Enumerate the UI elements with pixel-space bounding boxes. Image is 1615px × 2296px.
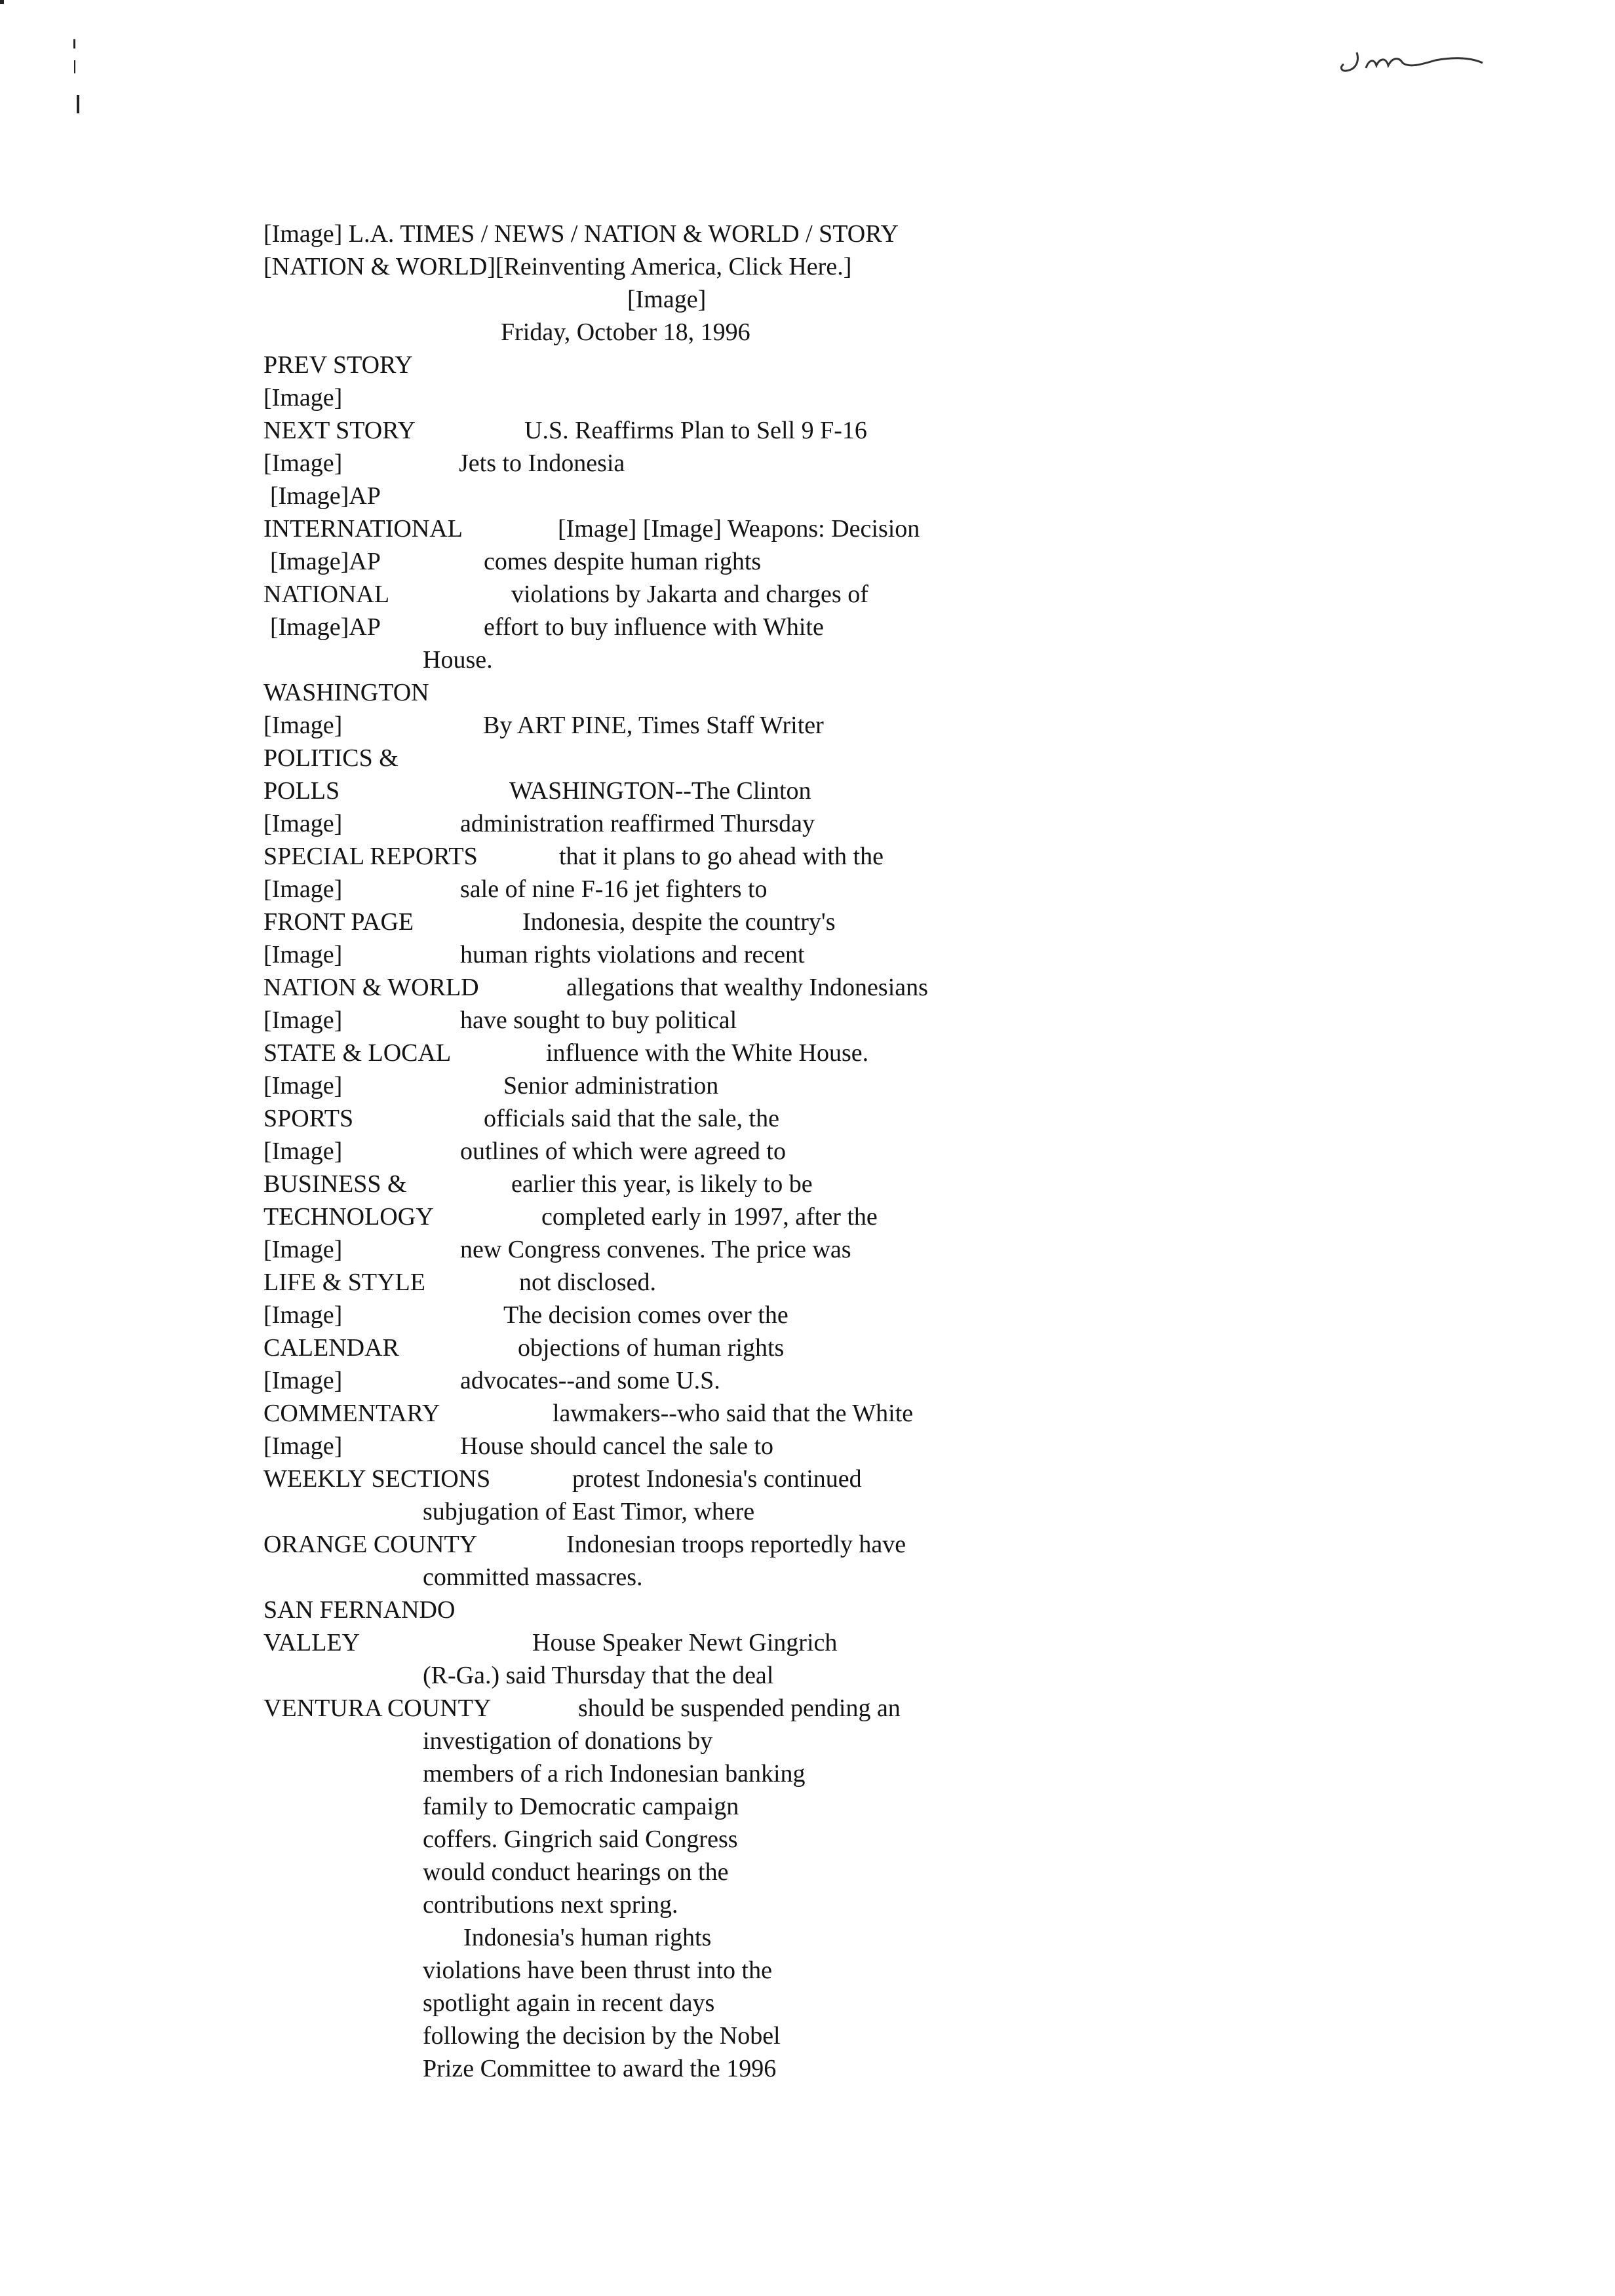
article-text: subjugation of East Timor, where <box>423 1498 755 1525</box>
article-text: contributions next spring. <box>423 1891 678 1919</box>
article-text: House should cancel the sale to <box>460 1432 774 1460</box>
nav-san-fernando-valley[interactable]: SAN FERNANDO <box>263 1596 456 1624</box>
article-text: sale of nine F-16 jet fighters to <box>460 875 768 903</box>
nav-ventura-county[interactable]: VENTURA COUNTY <box>263 1694 492 1722</box>
scan-mark <box>74 60 75 73</box>
nav-business-technology[interactable]: BUSINESS & <box>263 1170 407 1198</box>
nav-weekly-sections[interactable]: WEEKLY SECTIONS <box>263 1465 491 1493</box>
article-text: should be suspended pending an <box>578 1694 901 1722</box>
article-text: family to Democratic campaign <box>423 1793 739 1820</box>
article-headline: Jets to Indonesia <box>459 450 625 477</box>
article-text: Indonesia, despite the country's <box>522 908 836 936</box>
nav-nation-world[interactable]: NATION & WORLD <box>263 974 479 1001</box>
nav-orange-county[interactable]: ORANGE COUNTY <box>263 1531 478 1558</box>
article-text: have sought to buy political <box>460 1006 737 1034</box>
nav-image-ap: [Image]AP <box>270 482 381 510</box>
article-text: committed massacres. <box>423 1563 643 1591</box>
nav-commentary[interactable]: COMMENTARY <box>263 1400 440 1427</box>
nav-washington[interactable]: WASHINGTON <box>263 679 429 706</box>
article-text: Indonesia's human rights <box>463 1924 712 1951</box>
article-text: protest Indonesia's continued <box>572 1465 862 1493</box>
nav-business-technology[interactable]: TECHNOLOGY <box>263 1203 434 1231</box>
article-text: The decision comes over the <box>503 1301 788 1329</box>
article-text: not disclosed. <box>519 1269 656 1296</box>
nav-image: [Image] <box>263 941 343 968</box>
nav-image: [Image] <box>263 875 343 903</box>
nav-image: [Image] <box>263 712 343 739</box>
section-banner[interactable]: [NATION & WORLD][Reinventing America, Click Here.] <box>263 253 852 280</box>
article-text: objections of human rights <box>518 1334 785 1362</box>
handwritten-initials <box>1337 41 1494 80</box>
page-date: Friday, October 18, 1996 <box>501 318 750 346</box>
nav-san-fernando-valley[interactable]: VALLEY <box>263 1629 360 1656</box>
article-text: WASHINGTON--The Clinton <box>509 777 811 805</box>
article-text: influence with the White House. <box>546 1039 869 1067</box>
article-text: earlier this year, is likely to be <box>511 1170 813 1198</box>
article-text: that it plans to go ahead with the <box>559 843 884 870</box>
breadcrumb[interactable]: [Image] L.A. TIMES / NEWS / NATION & WORLD / STORY <box>263 220 899 248</box>
article-text: coffers. Gingrich said Congress <box>423 1826 738 1853</box>
article-text: House Speaker Newt Gingrich <box>532 1629 838 1656</box>
article-deck: effort to buy influence with White <box>484 613 824 641</box>
article-text: Indonesian troops reportedly have <box>566 1531 906 1558</box>
scan-mark <box>0 0 4 4</box>
nav-state-local[interactable]: STATE & LOCAL <box>263 1039 452 1067</box>
nav-national[interactable]: NATIONAL <box>263 581 390 608</box>
nav-international[interactable]: INTERNATIONAL <box>263 515 463 543</box>
article-byline: By ART PINE, Times Staff Writer <box>483 712 824 739</box>
article-text: officials said that the sale, the <box>484 1105 779 1132</box>
article-text: violations have been thrust into the <box>423 1957 772 1984</box>
article-text: Senior administration <box>503 1072 719 1100</box>
scan-mark <box>73 39 75 48</box>
nav-image: [Image] <box>263 1006 343 1034</box>
nav-front-page[interactable]: FRONT PAGE <box>263 908 414 936</box>
nav-image: [Image] <box>263 450 343 477</box>
nav-image: [Image] <box>263 810 343 837</box>
article-headline: U.S. Reaffirms Plan to Sell 9 F-16 <box>524 417 867 444</box>
nav-image: [Image] <box>263 1301 343 1329</box>
article-text: Prize Committee to award the 1996 <box>423 2055 777 2082</box>
next-story-link[interactable]: NEXT STORY <box>263 417 416 444</box>
article-text: following the decision by the Nobel <box>423 2022 781 2050</box>
nav-image: [Image] <box>263 1432 343 1460</box>
article-deck: comes despite human rights <box>484 548 762 575</box>
nav-special-reports[interactable]: SPECIAL REPORTS <box>263 843 478 870</box>
nav-image-ap: [Image]AP <box>270 548 381 575</box>
scan-mark <box>77 95 79 113</box>
article-text: lawmakers--who said that the White <box>553 1400 914 1427</box>
article-text: administration reaffirmed Thursday <box>460 810 815 837</box>
article-text: spotlight again in recent days <box>423 1989 715 2017</box>
nav-sports[interactable]: SPORTS <box>263 1105 354 1132</box>
article-deck: [Image] [Image] Weapons: Decision <box>558 515 920 543</box>
nav-image-ap: [Image]AP <box>270 613 381 641</box>
nav-image: [Image] <box>263 384 343 411</box>
article-text: (R-Ga.) said Thursday that the deal <box>423 1662 774 1689</box>
article-text: outlines of which were agreed to <box>460 1138 786 1165</box>
article-text: human rights violations and recent <box>460 941 805 968</box>
article-text: investigation of donations by <box>423 1727 713 1755</box>
article-text: members of a rich Indonesian banking <box>423 1760 806 1788</box>
nav-image: [Image] <box>263 1138 343 1165</box>
article-text: would conduct hearings on the <box>423 1858 729 1886</box>
article-text: new Congress convenes. The price was <box>460 1236 851 1263</box>
article-text: advocates--and some U.S. <box>460 1367 720 1394</box>
nav-image: [Image] <box>263 1236 343 1263</box>
article-deck: House. <box>423 646 493 674</box>
article-deck: violations by Jakarta and charges of <box>511 581 868 608</box>
nav-politics-polls[interactable]: POLLS <box>263 777 340 805</box>
article-text: allegations that wealthy Indonesians <box>566 974 928 1001</box>
prev-story-link[interactable]: PREV STORY <box>263 351 413 379</box>
nav-calendar[interactable]: CALENDAR <box>263 1334 399 1362</box>
nav-politics-polls[interactable]: POLITICS & <box>263 744 399 772</box>
nav-life-style[interactable]: LIFE & STYLE <box>263 1269 425 1296</box>
article-text: completed early in 1997, after the <box>541 1203 878 1231</box>
image-placeholder: [Image] <box>627 286 707 313</box>
nav-image: [Image] <box>263 1072 343 1100</box>
nav-image: [Image] <box>263 1367 343 1394</box>
